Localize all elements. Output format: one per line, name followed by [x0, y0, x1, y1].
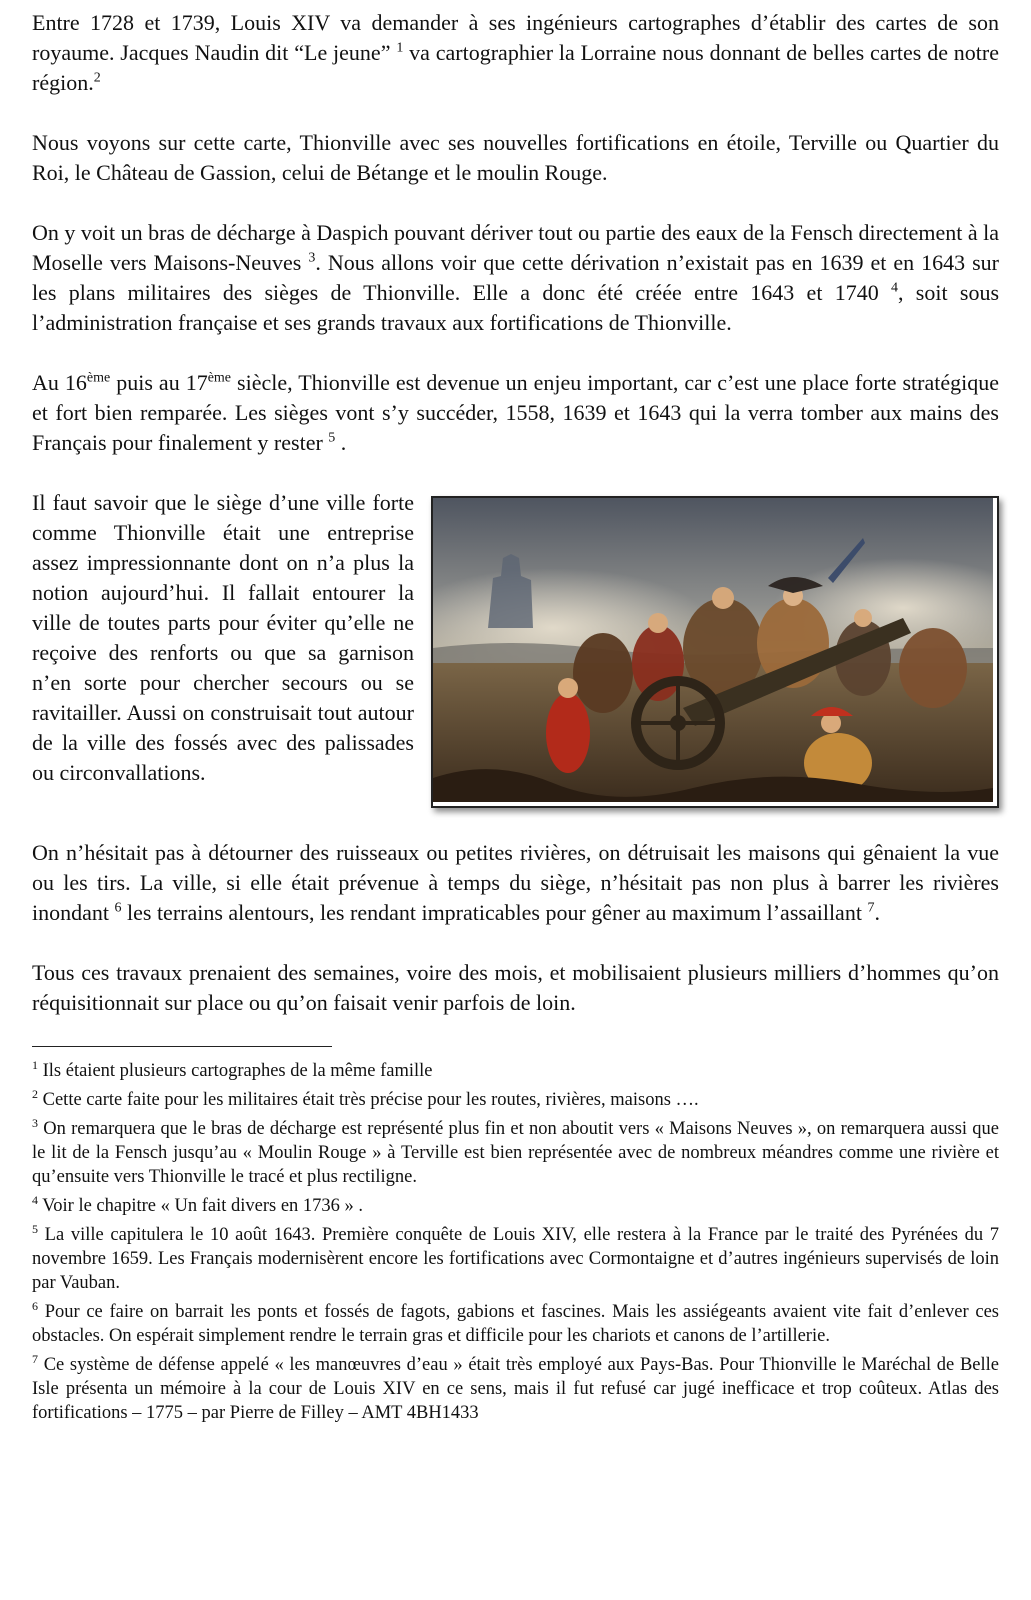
footnote-2 — [32, 1088, 999, 1112]
footnote-text: La ville capitulera le 10 août 1643. Première conquête de Louis XIV, elle restera à la France par le traité des Pyrénées du 7 novembre 1659. Les Français modernisèrent encore les fortifications avec Cormontaigne et d’autres ingénieurs supervisés de loin par Vauban. — [32, 1225, 999, 1293]
paragraph-text: On y voit un bras de décharge à Daspich pouvant dériver tout ou partie des eaux de la Fensch directement à la Moselle vers Maisons-Neuves — [32, 220, 999, 275]
century-suffix: ème — [207, 370, 232, 386]
paragraph-text: On n’hésitait pas à détourner des ruisseaux ou petites rivières, on détruisait les maisons qui gênaient la vue ou les tirs. La ville, si elle était prévenue à temps du siège, n’hésitait pas non plus à barrer les rivières inondant — [32, 840, 999, 925]
footnote-6 — [32, 1300, 999, 1348]
footnote-ref[interactable]: 2 — [93, 70, 101, 86]
footnote-number: 3 — [32, 1115, 38, 1130]
footnote-ref[interactable]: 5 — [328, 430, 336, 446]
footnote-ref[interactable]: 4 — [891, 280, 899, 296]
footnote-separator — [32, 1046, 332, 1047]
siege-painting-icon — [433, 498, 993, 802]
century-suffix: ème — [86, 370, 111, 386]
paragraph-rivers — [32, 838, 999, 928]
footnote-7 — [32, 1353, 999, 1425]
footnote-number: 4 — [32, 1192, 38, 1207]
paragraph-siege-description: Il faut savoir que le siège d’une ville forte comme Thionville était une entreprise assez impressionnante dont on n’a plus la notion aujourd’hui. Il fallait entourer la ville de toutes parts pour éviter qu’elle ne reçoive des renforts ou que sa garnison n’en sorte pour chercher secours ou se ravitailler. Aussi on construisait tout autour de la ville des fossés avec des palissades ou circonvallations. — [32, 490, 414, 785]
footnote-ref[interactable]: 6 — [114, 900, 122, 916]
footnote-5 — [32, 1223, 999, 1295]
footnote-1 — [32, 1059, 999, 1083]
text-with-painting — [32, 488, 999, 808]
siege-painting-image — [431, 496, 999, 808]
footnote-number: 2 — [32, 1086, 38, 1101]
paragraph-text: . — [874, 900, 880, 925]
footnote-ref[interactable]: 7 — [867, 900, 875, 916]
footnote-number: 6 — [32, 1298, 38, 1313]
paragraph-cartographers — [32, 8, 999, 98]
paragraph-text: les terrains alentours, les rendant impraticables pour gêner au maximum l’assaillant — [121, 900, 868, 925]
paragraph-text: siècle, Thionville est devenue un enjeu important, car c’est une place forte stratégique et fort bien remparée. Les sièges vont s’y succéder, 1558, 1639 et 1643 qui la verra tomber aux mains des Français pour finalement y rester — [32, 370, 999, 455]
paragraph-daspich — [32, 218, 999, 338]
paragraph-sieges — [32, 368, 999, 458]
paragraph-works: Tous ces travaux prenaient des semaines, voire des mois, et mobilisaient plusieurs milliers d’hommes qu’on réquisitionnait sur place ou qu’on faisait venir parfois de loin. — [32, 960, 999, 1015]
footnote-text: Cette carte faite pour les militaires était très précise pour les routes, rivières, maisons …. — [42, 1090, 699, 1110]
footnote-text: Voir le chapitre « Un fait divers en 1736 » . — [42, 1196, 364, 1216]
footnote-3 — [32, 1117, 999, 1189]
paragraph-text: va cartographier la Lorraine nous donnant de belles cartes de notre région. — [32, 40, 999, 95]
paragraph-map-description: Nous voyons sur cette carte, Thionville avec ses nouvelles fortifications en étoile, Terville ou Quartier du Roi, le Château de Gassion, celui de Bétange et le moulin Rouge. — [32, 130, 999, 185]
footnote-number: 1 — [32, 1057, 38, 1072]
footnote-text: Ce système de défense appelé « les manœuvres d’eau » était très employé aux Pays-Bas. Pour Thionville le Maréchal de Belle Isle présenta un mémoire à la cour de Louis XIV en ce sens, mais il fut refusé car jugé inefficace et trop coûteux. Atlas des fortifications – 1775 – par Pierre de Filley – AMT 4BH1433 — [32, 1355, 999, 1423]
footnote-number: 5 — [32, 1221, 38, 1236]
paragraph-text: , soit sous l’administration française et ses grands travaux aux fortifications de Thionville. — [32, 280, 999, 335]
footnote-text: On remarquera que le bras de décharge est représenté plus fin et non aboutit vers « Maisons Neuves », on remarquera aussi que le lit de la Fensch jusqu’au « Moulin Rouge » à Terville est bien représentée avec de nombreux méandres comme une rivière et qu’ensuite vers Thionville le tracé et plus rectiligne. — [32, 1119, 1000, 1187]
footnote-text: Ils étaient plusieurs cartographes de la même famille — [42, 1061, 433, 1081]
paragraph-text: Au 16 — [32, 370, 87, 395]
paragraph-text: . Nous allons voir que cette dérivation n’existait pas en 1639 et en 1643 sur les plans militaires des sièges de Thionville. Elle a donc été créée entre 1643 et 1740 — [32, 250, 999, 305]
footnote-4 — [32, 1194, 999, 1218]
footnote-number: 7 — [32, 1351, 38, 1366]
paragraph-text: Entre 1728 et 1739, Louis XIV va demander à ses ingénieurs cartographes d’établir des cartes de son royaume. Jacques Naudin dit “Le jeune” — [32, 10, 999, 65]
paragraph-text: . — [335, 430, 347, 455]
paragraph-text: puis au 17 — [110, 370, 208, 395]
footnote-ref[interactable]: 1 — [396, 40, 404, 56]
footnotes — [32, 1059, 999, 1425]
footnote-text: Pour ce faire on barrait les ponts et fossés de fagots, gabions et fascines. Mais les assiégeants avaient vite fait d’enlever ces obstacles. On espérait simplement rendre le terrain gras et difficile pour les chariots et canons de l’artillerie. — [32, 1302, 999, 1346]
footnote-ref[interactable]: 3 — [308, 250, 316, 266]
